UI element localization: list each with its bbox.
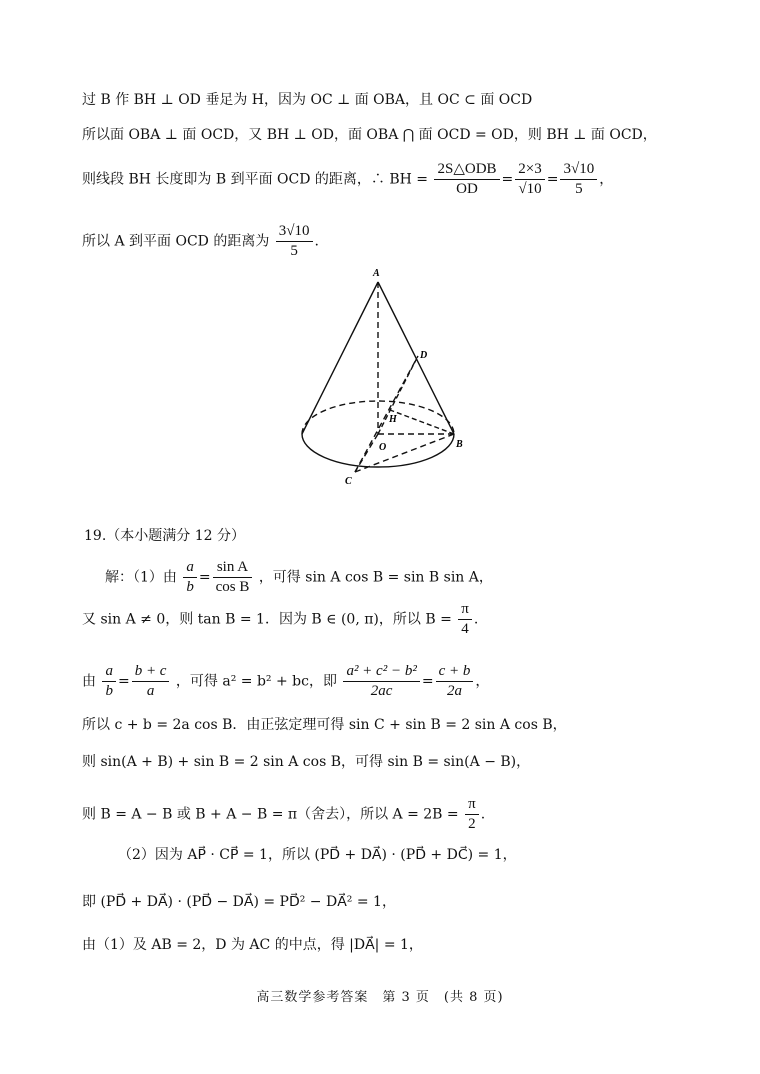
fraction-bh-result: $\frac{3√10}{5}$ — [560, 160, 597, 199]
cone-left-generator — [302, 282, 378, 434]
label-c: C — [345, 476, 352, 487]
solution-line-2: 又 sin A ≠ 0，则 tan B = 1．因为 B ∈ (0, π)，所以 B = $\frac{\pi}{4}$ . — [82, 601, 479, 637]
fraction-a-over-b: $\frac{a}{b}$ — [183, 558, 197, 597]
fraction-distance-result: $\frac{3√10}{5}$ — [276, 222, 313, 261]
label-a: A — [373, 268, 380, 279]
solution-line-9: 由（1）及 AB = 2，D 为 AC 的中点，得 |DA⃗| = 1， — [82, 937, 423, 953]
text-line-3: 则线段 BH 长度即为 B 到平面 OCD 的距离，∴ BH = $\frac{\text{2S△ODB}}{OD}$ = $\frac{2\times 3}{√10}$ = $\frac{3√10}{5}$ ， — [82, 161, 614, 197]
fraction-cosine-law: $\frac{\text{a² + c² − b²}}{2ac}$ — [343, 662, 419, 701]
fraction-pi-over-2: $\frac{\pi}{2}$ — [465, 795, 479, 834]
fraction-six-over-root10: $\frac{2\times 3}{√10}$ — [515, 160, 544, 199]
solution-line-3: 由 $\frac{a}{b}$ = $\frac{b + c}{a}$ ，可得 a² = b² + bc，即 $\frac{\text{a² + c² − b²}}{2ac}$ = $\frac{c + b}{2a}$ ， — [82, 663, 490, 699]
fraction-a-over-b-2: $\frac{a}{b}$ — [102, 662, 116, 701]
solution-line-4: 所以 c + b = 2a cos B．由正弦定理可得 sin C + sin B = 2 sin A cos B， — [82, 717, 567, 733]
label-d: D — [420, 350, 428, 361]
question-19-title: 19.（本小题满分 12 分） — [84, 528, 245, 544]
label-h: H — [389, 414, 397, 425]
fraction-bc-over-a: $\frac{b + c}{a}$ — [132, 662, 170, 701]
text-line-2: 所以面 OBA ⊥ 面 OCD，又 BH ⊥ OD，面 OBA ⋂ 面 OCD = OD，则 BH ⊥ 面 OCD， — [82, 127, 657, 143]
solution-line-7: （2）因为 AP⃗ · CP⃗ = 1，所以 (PD⃗ + DA⃗) · (PD⃗ + DC⃗) = 1， — [118, 847, 517, 863]
fraction-pi-over-4: $\frac{\pi}{4}$ — [458, 600, 472, 639]
solution-line-6: 则 B = A − B 或 B + A − B = π（舍去），所以 A = 2B = $\frac{\pi}{2}$ . — [82, 796, 486, 832]
fraction-sinA-over-cosB: $\frac{\text{sin A}}{\text{cos B}}$ — [213, 558, 253, 597]
cone-base-front-arc — [302, 434, 454, 467]
text-line-1: 过 B 作 BH ⊥ OD 垂足为 H，因为 OC ⊥ 面 OBA，且 OC ⊂ 面 OCD — [82, 92, 533, 108]
text-line-4: 所以 A 到平面 OCD 的距离为 $\frac{3√10}{5}$ . — [82, 223, 319, 259]
label-o: O — [379, 442, 387, 453]
solution-line-1: 解：（1）由 $\frac{a}{b}$ = $\frac{\text{sin A}}{\text{cos B}}$ ，可得 sin A cos B = sin B sin A， — [105, 559, 493, 595]
label-b: B — [456, 439, 463, 450]
solution-line-8: 即 (PD⃗ + DA⃗) · (PD⃗ − DA⃗) = PD⃗² − DA⃗² = 1， — [82, 894, 396, 910]
solution-line-5: 则 sin(A + B) + sin B = 2 sin A cos B，可得 sin B = sin(A − B)， — [82, 754, 531, 770]
page-footer: 高三数学参考答案 第 3 页 (共 8 页) — [256, 990, 504, 1005]
segment-od — [378, 356, 418, 434]
fraction-cb-over-2a: $\frac{c + b}{2a}$ — [436, 662, 474, 701]
cone-figure — [290, 262, 490, 492]
fraction-area-over-od: $\frac{\text{2S△ODB}}{OD}$ — [434, 160, 499, 199]
